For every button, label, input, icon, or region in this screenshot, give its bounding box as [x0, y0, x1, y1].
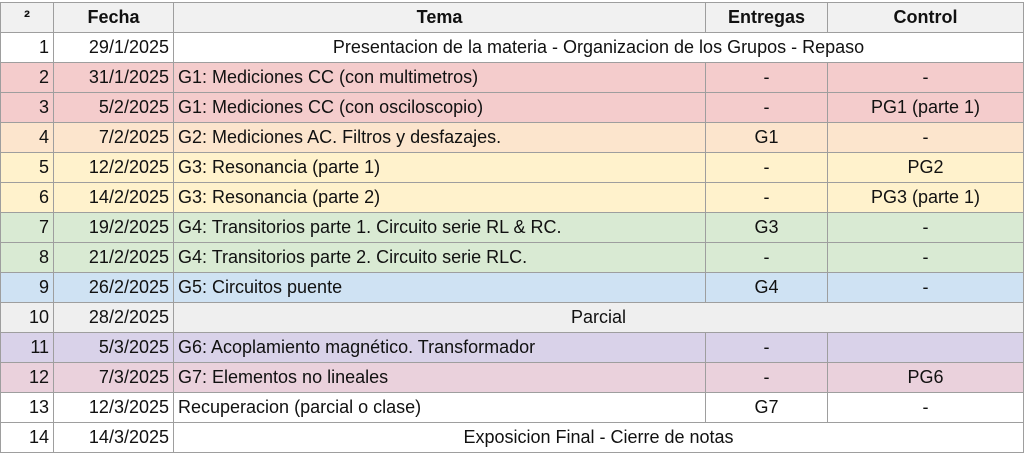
control-cell[interactable]: - [828, 123, 1024, 153]
fecha-header[interactable]: Fecha [54, 3, 174, 33]
tema-cell[interactable]: G2: Mediciones AC. Filtros y desfazajes. [174, 123, 706, 153]
header-row [1, 3, 1024, 33]
fecha-cell[interactable]: 12/2/2025 [54, 153, 174, 183]
entregas-header[interactable]: Entregas [706, 3, 828, 33]
row-number-cell[interactable]: 8 [1, 243, 54, 273]
entregas-cell[interactable]: - [706, 243, 828, 273]
control-header[interactable]: Control [828, 3, 1024, 33]
row-number-cell[interactable]: 13 [1, 393, 54, 423]
entregas-cell[interactable]: - [706, 93, 828, 123]
table-row [1, 213, 1024, 243]
entregas-cell[interactable]: - [706, 153, 828, 183]
fecha-cell[interactable]: 5/2/2025 [54, 93, 174, 123]
control-cell[interactable]: - [828, 273, 1024, 303]
control-cell[interactable]: - [828, 243, 1024, 273]
entregas-cell[interactable]: G4 [706, 273, 828, 303]
fecha-cell[interactable]: 31/1/2025 [54, 63, 174, 93]
tema-cell[interactable]: G4: Transitorios parte 1. Circuito serie RL & RC. [174, 213, 706, 243]
tema-header[interactable]: Tema [174, 3, 706, 33]
table-row [1, 273, 1024, 303]
row-number-cell[interactable]: 9 [1, 273, 54, 303]
entregas-cell[interactable]: G1 [706, 123, 828, 153]
fecha-cell[interactable]: 12/3/2025 [54, 393, 174, 423]
tema-cell[interactable]: G4: Transitorios parte 2. Circuito serie RLC. [174, 243, 706, 273]
corner-header-cell[interactable]: ² [1, 3, 54, 33]
table-body [1, 33, 1024, 453]
control-cell[interactable]: PG1 (parte 1) [828, 93, 1024, 123]
control-cell[interactable]: PG2 [828, 153, 1024, 183]
table-header [1, 3, 1024, 33]
tema-cell[interactable]: G5: Circuitos puente [174, 273, 706, 303]
table-row [1, 303, 1024, 333]
entregas-cell[interactable]: - [706, 63, 828, 93]
table-row [1, 393, 1024, 423]
row-number-cell[interactable]: 5 [1, 153, 54, 183]
table-row [1, 93, 1024, 123]
fecha-cell[interactable]: 5/3/2025 [54, 333, 174, 363]
schedule-table [0, 2, 1024, 453]
tema-merged-cell[interactable]: Exposicion Final - Cierre de notas [174, 423, 1024, 453]
fecha-cell[interactable]: 21/2/2025 [54, 243, 174, 273]
row-number-cell[interactable]: 2 [1, 63, 54, 93]
control-cell[interactable]: - [828, 63, 1024, 93]
table-row [1, 423, 1024, 453]
entregas-cell[interactable]: - [706, 183, 828, 213]
tema-cell[interactable]: G1: Mediciones CC (con osciloscopio) [174, 93, 706, 123]
tema-cell[interactable]: G3: Resonancia (parte 1) [174, 153, 706, 183]
table-row [1, 183, 1024, 213]
row-number-cell[interactable]: 1 [1, 33, 54, 63]
tema-cell[interactable]: Recuperacion (parcial o clase) [174, 393, 706, 423]
entregas-cell[interactable]: - [706, 333, 828, 363]
fecha-cell[interactable]: 28/2/2025 [54, 303, 174, 333]
tema-cell[interactable]: G7: Elementos no lineales [174, 363, 706, 393]
table-row [1, 333, 1024, 363]
control-cell[interactable]: - [828, 213, 1024, 243]
fecha-cell[interactable]: 14/3/2025 [54, 423, 174, 453]
fecha-cell[interactable]: 26/2/2025 [54, 273, 174, 303]
table-row [1, 123, 1024, 153]
row-number-cell[interactable]: 6 [1, 183, 54, 213]
tema-cell[interactable]: G3: Resonancia (parte 2) [174, 183, 706, 213]
control-cell[interactable]: PG3 (parte 1) [828, 183, 1024, 213]
fecha-cell[interactable]: 7/2/2025 [54, 123, 174, 153]
row-number-cell[interactable]: 12 [1, 363, 54, 393]
entregas-cell[interactable]: - [706, 363, 828, 393]
row-number-cell[interactable]: 14 [1, 423, 54, 453]
tema-cell[interactable]: G6: Acoplamiento magnético. Transformador [174, 333, 706, 363]
row-number-cell[interactable]: 11 [1, 333, 54, 363]
table-row [1, 363, 1024, 393]
fecha-cell[interactable]: 7/3/2025 [54, 363, 174, 393]
fecha-cell[interactable]: 19/2/2025 [54, 213, 174, 243]
table-row [1, 243, 1024, 273]
entregas-cell[interactable]: G3 [706, 213, 828, 243]
fecha-cell[interactable]: 14/2/2025 [54, 183, 174, 213]
row-number-cell[interactable]: 7 [1, 213, 54, 243]
table-row [1, 153, 1024, 183]
fecha-cell[interactable]: 29/1/2025 [54, 33, 174, 63]
tema-merged-cell[interactable]: Parcial [174, 303, 1024, 333]
control-cell[interactable] [828, 333, 1024, 363]
tema-cell[interactable]: G1: Mediciones CC (con multimetros) [174, 63, 706, 93]
row-number-cell[interactable]: 4 [1, 123, 54, 153]
row-number-cell[interactable]: 10 [1, 303, 54, 333]
row-number-cell[interactable]: 3 [1, 93, 54, 123]
control-cell[interactable]: - [828, 393, 1024, 423]
entregas-cell[interactable]: G7 [706, 393, 828, 423]
tema-merged-cell[interactable]: Presentacion de la materia - Organizacion de los Grupos - Repaso [174, 33, 1024, 63]
table-row [1, 63, 1024, 93]
control-cell[interactable]: PG6 [828, 363, 1024, 393]
table-row [1, 33, 1024, 63]
